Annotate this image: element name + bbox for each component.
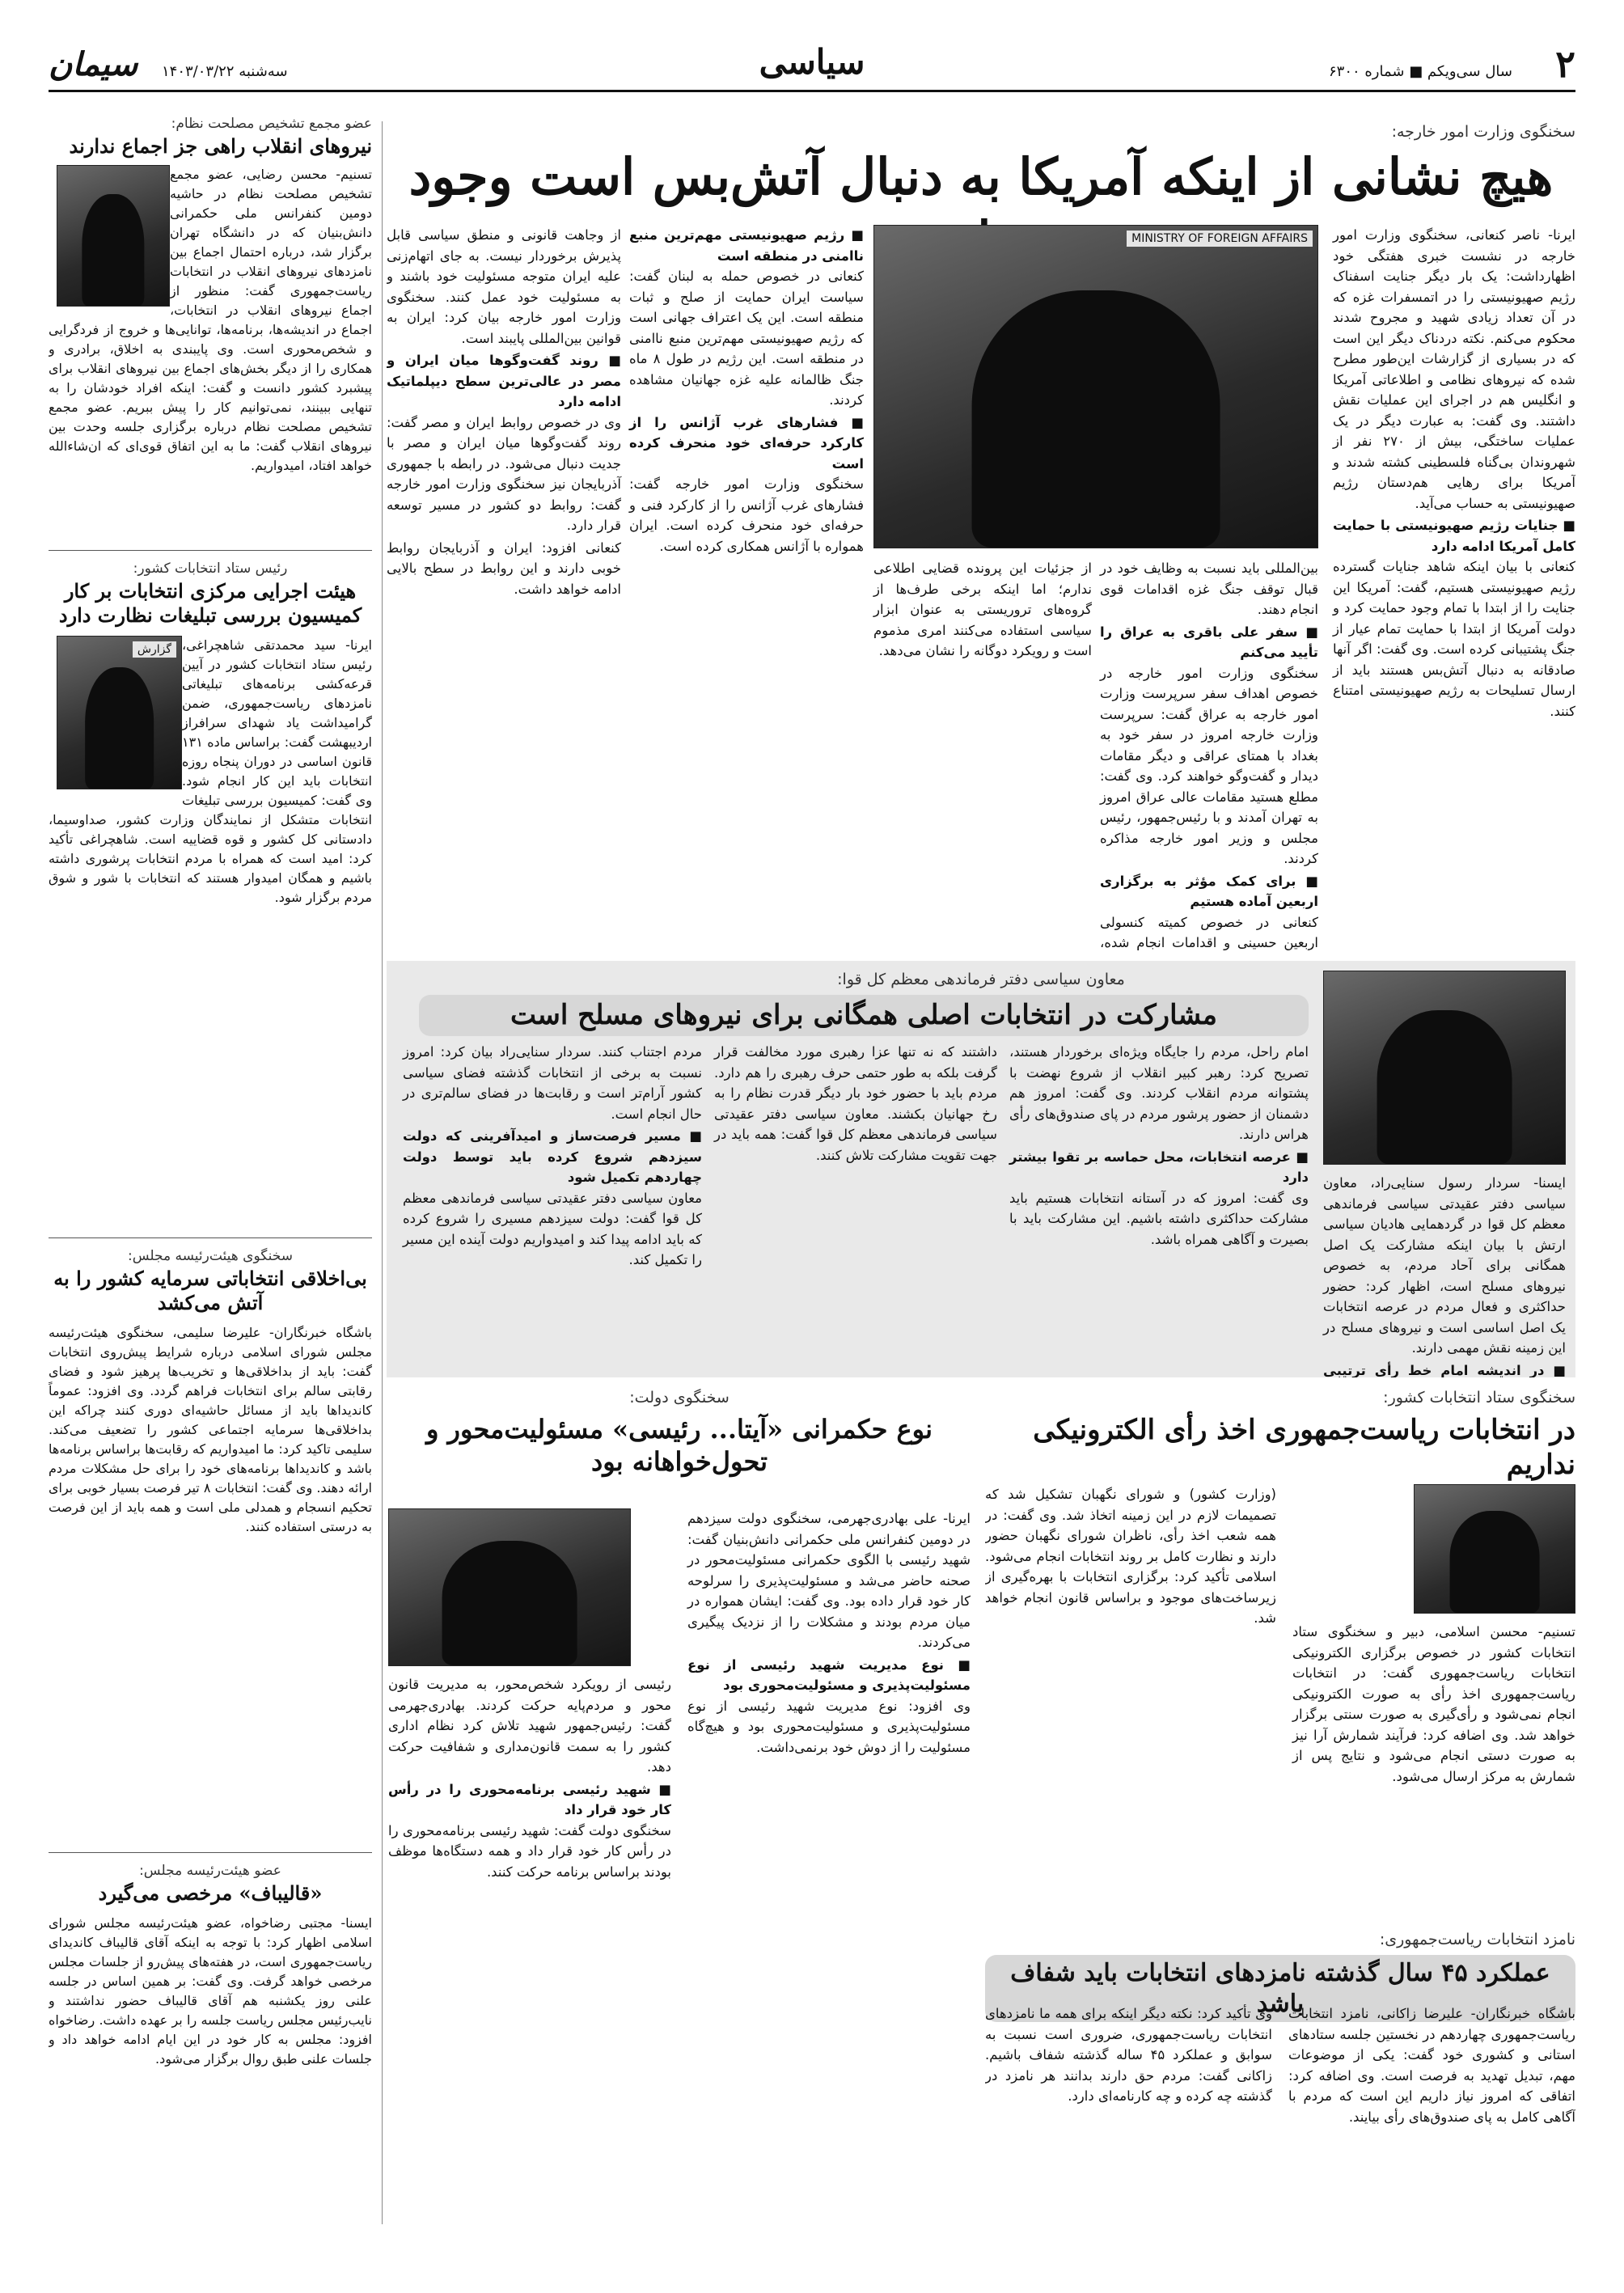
gov-col1-text-b: وی افزود: نوع مدیریت شهید رئیسی از نوع مسئولیت‌پذیری و مسئولیت‌محوری بود و هیچ‌گاه مسئولیت را از دوش خود برنمی‌داشت. bbox=[687, 1698, 971, 1755]
sidebar-article-1 bbox=[49, 113, 372, 542]
lead-column-4 bbox=[629, 225, 864, 937]
lead-col4-text-c: کنعانی افزود: ایران و آذربایجان روابط خوبی دارند و این روابط در سطح بالایی ادامه خواهد داشت. bbox=[387, 539, 621, 597]
lead-col2-subhead-1: ■ سفر علی باقری به عراق را تأیید می‌کنم bbox=[1100, 624, 1318, 660]
spokesman-silhouette bbox=[442, 1541, 577, 1665]
gov-column-1 bbox=[687, 1508, 971, 2220]
middle-article bbox=[387, 961, 1575, 1377]
gov-kicker: سخنگوی دولت: bbox=[629, 1389, 730, 1407]
lead-col2-text-c: کنعانی در خصوص کمیته کنسولی اربعین حسینی و اقدامات انجام شده، bbox=[1100, 914, 1318, 950]
elec-column-1: تسنیم- محسن اسلامی، دبیر و سخنگوی ستاد انتخابات کشور در خصوص برگزاری الکترونیکی انتخابات ریاست‌جمهوری گفت: در انتخابات ریاست‌جمهوری اخذ رأی به صورت الکترونیکی انجام نمی‌شود و رأی‌گیری به صورت سنتی برگزار خواهد شد. وی اضافه کرد: فرآیند شمارش آرا نیز به صورت دستی انجام می‌شود و نتایج پس از شمارش به مرکز ارسال می‌شود. bbox=[1292, 1624, 1575, 1784]
lead-headline: هیچ نشانی از اینکه آمریکا به دنبال آتش‌بس است وجود bbox=[408, 147, 1554, 206]
commander-silhouette bbox=[1377, 1010, 1512, 1164]
sidebar1-headline: نیروهای انقلاب راهی جز اجماع ندارند bbox=[69, 134, 372, 158]
mid-col2-text-b: وی گفت: امروز که در آستانه انتخابات هستیم باید مشارکت حداکثری داشته باشیم. این مشارکت باید با بصیرت و آگاهی همراه باشد. bbox=[1009, 1190, 1309, 1247]
issue-info: سال سی‌ویکم ■ شماره ۶۳۰۰ bbox=[1328, 63, 1512, 80]
lead-column-5 bbox=[387, 225, 621, 937]
elec-kicker: سخنگوی ستاد انتخابات کشور: bbox=[1383, 1389, 1575, 1407]
mid-photo bbox=[1323, 971, 1566, 1165]
lead-col3-subhead-2: ■ فشارهای غرب آژانس را از کارکرد حرفه‌ای خود منحرف کرده است bbox=[629, 414, 864, 472]
nominee-column-2: وی تأکید کرد: نکته دیگر اینکه برای همه ما نامزدهای انتخابات ریاست‌جمهوری، ضروری است نسبت به سوابق و عملکرد ۴۵ ساله گذشته شفاف باشیم. زاکانی گفت: مردم حق دارند بدانند هر نامزد در گذشته چه کرده و چه کارنامه‌ای دارد. bbox=[985, 2006, 1272, 2104]
lead-kicker: سخنگوی وزارت امور خارجه: bbox=[1391, 123, 1575, 141]
elec-photo bbox=[1414, 1484, 1575, 1614]
lead-col4-text: از وجاهت قانونی و منطق سیاسی قابل پذیرش برخوردار نیست. به جای اتهام‌زنی علیه ایران متوجه مسئولیت خود باشند و به مسئولیت خود عمل کنند. سخنگوی وزارت امور خارجه بیان کرد: ایران به قوانین بین‌المللی پایبند است. bbox=[387, 227, 621, 346]
lead-photo bbox=[873, 225, 1318, 548]
gov-col2-text-b: سخنگوی دولت گفت: شهید رئیسی برنامه‌محوری را در رأس کار خود قرار داد و همه دستگاه‌ها موظف بودند براساس برنامه حرکت کنند. bbox=[388, 1822, 671, 1880]
sidebar-rule-3 bbox=[49, 1852, 372, 1853]
sidebar2-headline: هیئت اجرایی مرکزی انتخابات بر کار کمیسیون بررسی تبلیغات نظارت دارد bbox=[58, 579, 362, 627]
gov-col1-subhead: ■ نوع مدیریت شهید رئیسی از نوع مسئولیت‌پذیری و مسئولیت‌محوری بود bbox=[687, 1656, 971, 1693]
sidebar-article-3 bbox=[49, 1246, 372, 1844]
mid-col1-text: ایسنا- سردار رسول سنایی‌راد، معاون سیاسی دفتر عقیدتی سیاسی فرماندهی معظم کل قوا در گردهمایی هادیان سیاسی ارتش با بیان اینکه مشارکت یک اصل همگانی برای آحاد مردم، به خصوص نیروهای مسلح است، اظهار کرد: حضور حداکثری و فعال مردم در عرصه انتخابات یک اصل اساسی است و نیروهای مسلح در این زمینه نقش مهمی دارند. bbox=[1323, 1175, 1566, 1356]
portrait-silhouette bbox=[82, 194, 144, 306]
sidebar1-photo bbox=[57, 165, 170, 307]
nominee-kicker: نامزد انتخابات ریاست‌جمهوری: bbox=[1379, 1931, 1575, 1948]
gov-headline: نوع حکمرانی «آیتا... رئیسی» مسئولیت‌محور و تحول‌خواهانه بود bbox=[425, 1414, 933, 1477]
gov-photo bbox=[388, 1508, 631, 1666]
lead-col2-subhead-2: ■ برای کمک مؤثر به برگزاری اربعین آماده هستیم bbox=[1100, 873, 1318, 909]
lead-col2-text: بین‌المللی باید نسبت به وظایف خود در قبال توقف جنگ غزه اقدامات قوی انجام دهند. bbox=[1100, 561, 1318, 617]
lead-col1-subhead: ■ جنایات رژیم صهیونیستی با حمایت کامل آمریکا ادامه دارد bbox=[1333, 518, 1575, 554]
mid-col3-text: داشتند که نه تنها عزا رهبری مورد مخالفت قرار گرفت بلکه به طور حتمی حرف رهبری را هم دارد. مردم باید با حضور خود بار دیگر قدرت نظام را به رخ جهانیان بکشند. معاون سیاسی دفتر عقیدتی سیاسی فرماندهی معظم کل قوا گفت: همه باید در جهت تقویت مشارکت تلاش کنند. bbox=[714, 1044, 997, 1163]
portrait-silhouette bbox=[85, 667, 154, 789]
lead-col1-text: ایرنا- ناصر کنعانی، سخنگوی وزارت امور خارجه در نشست خبری هفتگی خود اظهارداشت: یک بار دیگر جنایت اسفناک رژیم صهیونیستی را در اتمسفرات غزه که در آن تعداد زیادی شهید و مجروح شدند محکوم می‌کنم. نکته دردناک دیگر این است که در بسیاری از گزارشات این‌طور مطرح شده که نیروهای نظامی و اطلاعاتی آمریکا و انگلیس هم در اجرای این عملیات نقش داشتند. وی گفت: به عبارت دیگر در یک عملیات ساختگی، بیش از ۲۷۰ نفر از شهروندان بی‌گناه فلسطینی کشته شدند و آمریکا برای رهایی هم‌دستان رژیم صهیونیستی به حساب می‌آید. bbox=[1333, 227, 1575, 511]
portrait-silhouette bbox=[1450, 1511, 1540, 1613]
lead-col3-text: از جزئیات این پرونده قضایی اطلاعی ندارم؛ اما اینکه برخی طرف‌ها از گروه‌های تروریستی به عنوان ابزار سیاسی استفاده می‌کنند امری مذموم است و رویکرد دوگانه را نشان می‌دهد. bbox=[873, 561, 1092, 658]
lead-col2-text-b: سخنگوی وزارت امور خارجه در خصوص اهداف سفر سرپرست وزارت امور خارجه به عراق گفت: سرپرست وزارت خارجه امروز در سفر خود به بغداد با همتای عراقی و دیگر مقامات دیدار و گفت‌وگو خواهند کرد. وی گفت: مطلع هستید مقامات عالی عراق امروز به تهران آمدند و با رئیس‌جمهور، رئیس مجلس و وزیر امور خارجه مذاکره کردند. bbox=[1100, 665, 1318, 866]
photo-sign: MINISTRY OF FOREIGN AFFAIRS bbox=[1127, 231, 1313, 247]
mid-col4-subhead: ■ مسیر فرصت‌ساز و امیدآفرینی که دولت سیزدهم شروع کرده باید توسط دولت چهاردهم تکمیل شود bbox=[403, 1128, 702, 1185]
mid-kicker: معاون سیاسی دفتر فرماندهی معظم کل قوا: bbox=[837, 971, 1125, 988]
mid-col4-text: مردم اجتناب کنند. سردار سنایی‌راد بیان کرد: امروز نسبت به برخی از انتخابات گذشته فضای سیاسی کشور آرام‌تر است و رقابت‌ها در فضای سالم‌تری در حال انجام است. bbox=[403, 1044, 702, 1122]
sidebar4-kicker: عضو هیئت‌رئیسه مجلس: bbox=[139, 1863, 281, 1879]
lead-col1-text-b: کنعانی با بیان اینکه شاهد جنایات گسترده رژیم صهیونیستی هستیم، گفت: آمریکا این جنایت را از ابتدا با تمام وجود حمایت کرد و دولت آمریکا از ابتدا با حمایت تمام عیار از جنگ پشتیبانی کرده است. وی گفت: اگر آنها صادقانه به دنبال آتش‌بس هستند باید از ارسال تسلیحات به رژیم صهیونیستی امتناع کنند. bbox=[1333, 559, 1575, 719]
sidebar2-body: ایرنا- سید محمدتقی شاهچراغی، رئیس ستاد انتخابات کشور در آیین قرعه‌کشی برنامه‌های تبلیغاتی نامزدهای ریاست‌جمهوری، ضمن گرامیداشت یاد شهدای سرافراز اردیبهشت گفت: براساس ماده ۱۳۱ قانون اساسی در دوران پنجاه روزه انتخابات باید این کار انجام شود. وی گفت: کمیسیون بررسی تبلیغات انتخابات متشکل از نمایندگان وزارت کشور، صداوسیما، دادستانی کل کشور و قوه قضاییه است. شاهچراغی تأکید کرد: امید است که همراه با مردم انتخابات پرشوری داشته باشیم و همگان امیدوار هستند که انتخابات با شور و شوق مردم برگزار شود. bbox=[49, 637, 372, 905]
issue-date: سه‌شنبه ۱۴۰۳/۰۳/۲۲ bbox=[162, 63, 288, 80]
gov-col2-subhead: ■ شهید رئیسی برنامه‌محوری را در رأس کار خود قرار داد bbox=[388, 1781, 671, 1817]
nominee-article bbox=[985, 1929, 1575, 2228]
mid-column-4 bbox=[403, 1042, 702, 1365]
mid-col2-text: امام راحل، مردم را جایگاه ویژه‌ای برخوردار هستند، تصریح کرد: رهبر کبیر انقلاب از شروع نهضت با پشتوانه مردم انقلاب کردند. وی گفت: امروز هم دشمنان از حضور پرشور مردم در پای صندوق‌های رأی هراس دارند. bbox=[1009, 1044, 1309, 1142]
sidebar-article-4 bbox=[49, 1860, 372, 2232]
elec-column-2: (وزارت کشور) و شورای نگهبان تشکیل شد که تصمیمات لازم در این زمینه اتخاذ شد. وی گفت: در همه شعب اخذ رأی، ناظران شورای نگهبان حضور دارند و نظارت کامل بر روند انتخابات انجام می‌شود. اسلامی تأکید کرد: برگزاری انتخابات با بهره‌گیری از زیرساخت‌های موجود و براساس قانون انجام خواهد شد. bbox=[985, 1487, 1276, 1626]
election-article bbox=[985, 1387, 1575, 1921]
nominee-column-1: باشگاه خبرنگاران- علیرضا زاکانی، نامزد انتخابات ریاست‌جمهوری چهاردهم در نخستین جلسه ستادهای استانی و کشوری خود گفت: یکی از موضوعات مهم، تبدیل تهدید به فرصت است. وی اضافه کرد: اتفاقی که امروز نیاز داریم این است که مردم با آگاهی کامل به پای صندوق‌های رأی بیایند. bbox=[1288, 2006, 1575, 2125]
sidebar2-kicker: رئیس ستاد انتخابات کشور: bbox=[133, 561, 288, 577]
lead-column-2 bbox=[1100, 558, 1318, 950]
sidebar3-body: باشگاه خبرنگاران- علیرضا سلیمی، سخنگوی هیئت‌رئیسه مجلس شورای اسلامی درباره شرایط پیش‌روی انتخابات گفت: باید از بداخلاقی‌ها و تخریب‌ها پرهیز شود و فضای رقابتی سالم برای انتخابات فراهم گردد. وی افزود: عموماً کاندیداها باید از مسائل حاشیه‌ای دوری کنند چراکه این بداخلاقی‌ها سرمایه اجتماعی کشور را تضعیف می‌کند. سلیمی تاکید کرد: ما امیدواریم که رقابت‌ها براساس برنامه‌ها باشد و کاندیداها برنامه‌های خود را برای حل مشکلات مردم ارائه دهند. وی گفت: انتخابات ۸ تیر فرصت بسیار خوبی برای تحکیم انسجام و همدلی ملی است و همه باید از این فرصت به درستی استفاده کنند. bbox=[49, 1325, 372, 1534]
sidebar3-kicker: سخنگوی هیئت‌رئیسه مجلس: bbox=[127, 1248, 293, 1264]
gov-col2-text: رئیسی از رویکرد شخص‌محور، به مدیریت قانون محور و مردم‌پایه حرکت کردند. بهادری‌جهرمی گفت: رئیس‌جمهور شهید تلاش کرد نظام اداری کشور را به سمت قانون‌مداری و شفافیت حرکت دهد. bbox=[388, 1677, 671, 1775]
gov-column-2 bbox=[388, 1674, 671, 2220]
elec-headline: در انتخابات ریاست‌جمهوری اخذ رأی الکترونیکی نداریم bbox=[1033, 1414, 1575, 1481]
spokesman-silhouette bbox=[972, 290, 1220, 548]
photo-badge: گزارش bbox=[133, 641, 176, 658]
masthead bbox=[49, 42, 1575, 92]
sidebar-article-2 bbox=[49, 558, 372, 1229]
lead-col3-subhead-1: ■ رژیم صهیونیستی مهم‌ترین منبع ناامنی در منطقه است bbox=[629, 227, 864, 264]
sidebar3-headline: بی‌اخلاقی انتخاباتی سرمایه کشور را به آتش می‌کشد bbox=[53, 1267, 367, 1314]
section-title: سیاسی bbox=[759, 42, 865, 82]
lead-col4-text-b: وی در خصوص روابط ایران و مصر گفت: روند گفت‌وگوها میان ایران و مصر با جدیت دنبال می‌شود. در رابطه با جمهوری آذربایجان نیز سخنگوی وزارت امور خارجه گفت: روابط دو کشور در مسیر توسعه قرار دارد. bbox=[387, 414, 621, 533]
lead-col4-subhead: ■ روند گفت‌وگوها میان ایران و مصر در عالی‌ترین سطح دیپلماتیک ادامه دارد bbox=[387, 353, 621, 409]
mid-headline-band bbox=[419, 995, 1309, 1036]
sidebar4-body: ایسنا- مجتبی رضاخواه، عضو هیئت‌رئیسه مجلس شورای اسلامی اظهار کرد: با توجه به اینکه آقای قالیباف کاندیدای ریاست‌جمهوری است، در هفته‌های پیش‌رو از جلسات مجلس مرخصی خواهد گرفت. وی گفت: بر همین اساس در جلسه علنی روز یکشنبه هم آقای قالیباف حضور نداشتند و نایب‌رئیس مجلس ریاست جلسه را بر عهده داشت. رضاخواه افزود: مجلس به کار خود در این ایام ادامه خواهد داد و جلسات علنی طبق روال برگزار می‌شود. bbox=[49, 1915, 372, 2067]
mid-col4-text-b: معاون سیاسی دفتر عقیدتی سیاسی فرماندهی معظم کل قوا گفت: دولت سیزدهم مسیری را شروع کرده که باید ادامه پیدا کند و امیدواریم دولت آینده این مسیر را تکمیل کند. bbox=[403, 1190, 702, 1267]
mid-headline: مشارکت در انتخابات اصلی همگانی برای نیروهای مسلح است bbox=[510, 999, 1218, 1031]
nominee-headline: عملکرد ۴۵ سال گذشته نامزدهای انتخابات باید شفاف باشد bbox=[1010, 1959, 1550, 2018]
mid-column-1 bbox=[1323, 1173, 1566, 1377]
mid-column-2 bbox=[1009, 1042, 1309, 1365]
lead-col3-text-c: سخنگوی وزارت امور خارجه گفت: فشارهای غرب آژانس را از کارکرد فنی و حرفه‌ای خود منحرف کرده است. ایران همواره با آژانس همکاری کرده است. bbox=[629, 476, 864, 554]
lead-column-3 bbox=[873, 558, 1092, 930]
sidebar2-photo bbox=[57, 636, 182, 789]
gov-col1-text: ایرنا- علی بهادری‌جهرمی، سخنگوی دولت سیزدهم در دومین کنفرانس ملی حکمرانی دانش‌بنیان گفت: شهید رئیسی با الگوی حکمرانی مسئولیت‌محور در صحنه حاضر می‌شد و مسئولیت‌پذیری را سرلوحه کار خود قرار داده بود. وی گفت: ایشان همواره در میان مردم بودند و مشکلات را از نزدیک پیگیری می‌کردند. bbox=[687, 1511, 971, 1650]
mid-column-3 bbox=[714, 1042, 997, 1365]
lead-article bbox=[387, 121, 1575, 954]
sidebar-rule-2 bbox=[49, 1237, 372, 1238]
lead-col3-text-b: کنعانی در خصوص حمله به لبنان گفت: سیاست ایران حمایت از صلح و ثبات منطقه است. این یک اعتراف جهانی است که رژیم صهیونیستی مهم‌ترین منبع ناامنی در منطقه است. این رژیم در طول ۸ ماه جنگ ظالمانه علیه غزه جهانیان مشاهده کردند. bbox=[629, 269, 865, 408]
lead-column-1 bbox=[1333, 225, 1575, 953]
sidebar-divider bbox=[382, 121, 383, 2224]
mid-col2-subhead: ■ عرصه انتخابات، محل حماسه بر تقوا بیشتر دارد bbox=[1009, 1149, 1309, 1185]
government-article bbox=[388, 1387, 971, 2228]
sidebar1-kicker: عضو مجمع تشخیص مصلحت نظام: bbox=[171, 116, 372, 132]
newspaper-logo: سیمان bbox=[49, 45, 138, 83]
page-number: ۲ bbox=[1555, 42, 1575, 86]
mid-col1-subhead: ■ در اندیشه امام خط رأی ترتیبی bbox=[1323, 1362, 1566, 1377]
sidebar1-body: تسنیم- محسن رضایی، عضو مجمع تشخیص مصلحت نظام در حاشیه دومین کنفرانس ملی حکمرانی دانش‌بنیان که در دانشگاه تهران برگزار شد، درباره احتمال اجماع بین نامزدهای نیروهای انقلاب در انتخابات ریاست‌جمهوری گفت: منظور از اجماع نیروهای انقلاب در انتخابات، اجماع در اندیشه‌ها، برنامه‌ها، توانایی‌ها و خروج از فردگرایی و شخص‌محوری است. وی پایبندی به اخلاق، برادری و همکاری را از دیگر بخش‌های اجماع بین نیروهای انقلاب برای پیشبرد کشور دانست و گفت: اینکه افراد خودشان را به تنهایی ببینند، نمی‌توانیم کار را پیش ببریم. عضو مجمع تشخیص مصلحت نظام درباره برگزاری جلسه وحدت بین نیروهای انقلاب گفت: ما به این اتفاق قوی‌ای که ان‌شاءالله خواهد افتاد، امیدواریم. bbox=[49, 167, 372, 473]
sidebar4-headline: «قالیباف» مرخصی می‌گیرد bbox=[98, 1881, 323, 1905]
sidebar-rule-1 bbox=[49, 550, 372, 551]
